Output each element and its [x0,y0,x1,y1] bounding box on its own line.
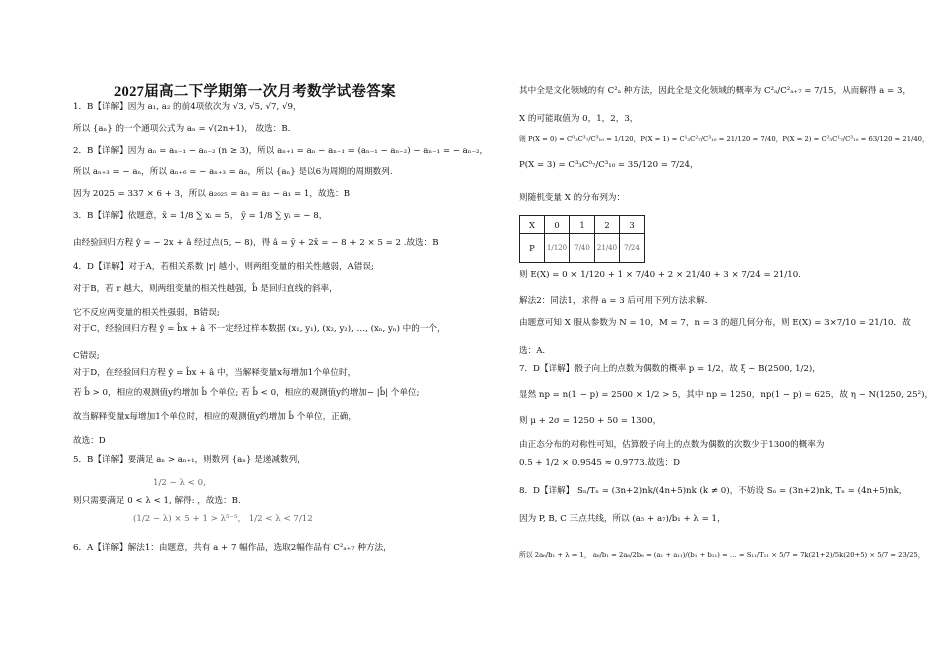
text-line: 1/2 − λ < 0, [153,478,206,488]
text-line: 3．B【详解】依题意，x̄ = 1/8 ∑ xᵢ = 5， ȳ = 1/8 ∑ yᵢ = − 8， [73,211,328,221]
text-line: 解法2：同法1，求得 a = 3 后可用下列方法求解. [519,296,708,306]
table-cell: 0 [545,216,570,234]
text-line: C错误; [73,351,100,361]
text-line: 则 P(X = 0) = C⁰₃C³₇/C³₁₀ = 1/120，P(X = 1) = C¹₃C²₇/C³₁₀ = 21/120 = 7/40，P(X = 2) = C²₃C¹₇/C³₁₀ = 63/120 = 21/40， [519,135,929,143]
text-line: 所以 aₙ₊₃ = − aₙ，所以 aₙ₊₆ = − aₙ₊₃ = aₙ，所以 {aₙ} 是以6为周期的周期数列. [73,167,393,177]
table-cell: 1 [570,216,595,234]
text-line: 其中全是文化领域的有 C²ₐ 种方法，因此全是文化领域的概率为 C²ₐ/C²ₐ₊₇ = 7/15，从而解得 a = 3， [519,86,912,96]
text-line: 2．B【详解】因为 aₙ = aₙ₋₁ − aₙ₋₂ (n ≥ 3)，所以 aₙ₊₁ = aₙ − aₙ₋₁ = (aₙ₋₁ − aₙ₋₂) − aₙ₋₁ = − aₙ₋₂， [73,146,489,156]
text-line: 由题意可知 X 服从参数为 N = 10，M = 7，n = 3 的超几何分布，则 E(X) = 3×7/10 = 21/10．故 [519,318,911,328]
table-cell: 1/120 [545,234,570,263]
text-line: 因为 P, B, C 三点共线，所以 (a₅ + a₇)/b₁ + λ = 1， [519,514,726,524]
table-cell: 21/40 [595,234,620,263]
text-line: 故选：D [73,436,106,446]
table-row [520,216,645,234]
distribution-table [519,215,645,263]
text-line: 6．A【详解】解法1：由题意，共有 a + 7 幅作品，选取2幅作品有 C²ₐ₊₇ 种方法， [73,543,392,553]
text-line: 则只需要满足 0 < λ < 1, 解得: ，故选：B. [73,496,241,506]
table-cell: 3 [620,216,645,234]
text-line: 对于D，在经验回归方程 ŷ = b̂x + â 中，当解释变量x每增加1个单位时， [73,368,357,378]
text-line: 对于B，若 r 越大，则两组变量的相关性越强，b̂ 是回归直线的斜率， [73,284,338,294]
text-line: 因为 2025 = 337 × 6 + 3，所以 a₂₀₂₅ = a₃ = a₂ − a₁ = 1，故选：B [73,189,351,199]
text-line: 所以 {aₙ} 的一个通项公式为 aₙ = √(2n+1)， 故选：B． [73,124,297,134]
text-line: 由正态分布的对称性可知，估算骰子向上的点数为偶数的次数少于1300的概率为 [519,440,825,450]
text-line: 8．D【详解】 Sₙ/Tₙ = (3n+2)nk/(4n+5)nk (k ≠ 0)，不妨设 Sₙ = (3n+2)nk, Tₙ = (4n+5)nk， [519,486,908,496]
text-line: 所以 2a₆/b₁ + λ = 1， a₆/b₁ = 2a₆/2b₆ = (a₁ + a₁₁)/(b₁ + b₁₁) = … = S₁₁/T₁₁ × 5/7 = 7k(21+2)/5k(20+5) × 5/7 = 23/25， [519,551,925,559]
table-header-cell: P [520,234,545,263]
text-line: 0.5 + 1/2 × 0.9545 ≈ 0.9773.故选：D [519,458,681,468]
text-line: 由经验回归方程 ŷ = − 2x + â 经过点(5, − 8)，得 â = ȳ + 2x̄ = − 8 + 2 × 5 = 2 .故选：B [73,238,439,248]
text-line: (1/2 − λ) × 5 + 1 > λ⁵⁻⁵， 1/2 < λ < 7/12 [133,514,313,524]
text-line: 选：A. [519,346,546,356]
page-title: 2027届高二下学期第一次月考数学试卷答案 [114,84,396,100]
table-header-cell: X [520,216,545,234]
text-line: 显然 np = n(1 − p) = 2500 × 1/2 > 5，其中 np = 1250，np(1 − p) = 625，故 η ~ N(1250, 25²)， [519,390,934,400]
text-line: 则 E(X) = 0 × 1/120 + 1 × 7/40 + 2 × 21/40 + 3 × 7/24 = 21/10. [519,270,801,280]
text-line: 1．B【详解】因为 a₁, a₂ 的前4项依次为 √3, √5, √7, √9， [73,102,302,112]
table-cell: 2 [595,216,620,234]
text-line: 则 μ + 2σ = 1250 + 50 = 1300， [519,416,662,426]
text-line: 它不反应两变量的相关性强弱，B错误; [73,308,220,318]
table-cell: 7/24 [620,234,645,263]
text-line: 7．D【详解】骰子向上的点数为偶数的概率 p = 1/2，故 ξ ~ B(2500, 1/2)， [519,364,821,374]
text-line: X 的可能取值为 0，1，2，3， [519,114,639,124]
table-row [520,234,645,263]
text-line: 故当解释变量x每增加1个单位时，相应的观测值y约增加 b̂ 个单位，正确， [73,412,357,422]
text-line: 若 b̂ > 0，相应的观测值y约增加 b̂ 个单位; 若 b̂ < 0，相应的观测值y约增加− |b̂| 个单位; [73,388,420,398]
text-line: 5．B【详解】要满足 aₙ > aₙ₊₁，则数列 {aₙ} 是递减数列， [73,455,306,465]
table-cell: 7/40 [570,234,595,263]
text-line: 对于C，经验回归方程 ŷ = b̂x + â 不一定经过样本数据 (x₁, y₁), (x₂, y₂), …, (xₙ, yₙ) 中的一个， [73,324,446,334]
text-line: P(X = 3) = C³₃C⁰₇/C³₁₀ = 35/120 = 7/24， [519,160,699,170]
text-line: 则随机变量 X 的分布列为： [519,193,626,203]
text-line: 4．D【详解】对于A，若相关系数 |r| 越小，则两组变量的相关性越弱，A错误; [73,262,374,272]
